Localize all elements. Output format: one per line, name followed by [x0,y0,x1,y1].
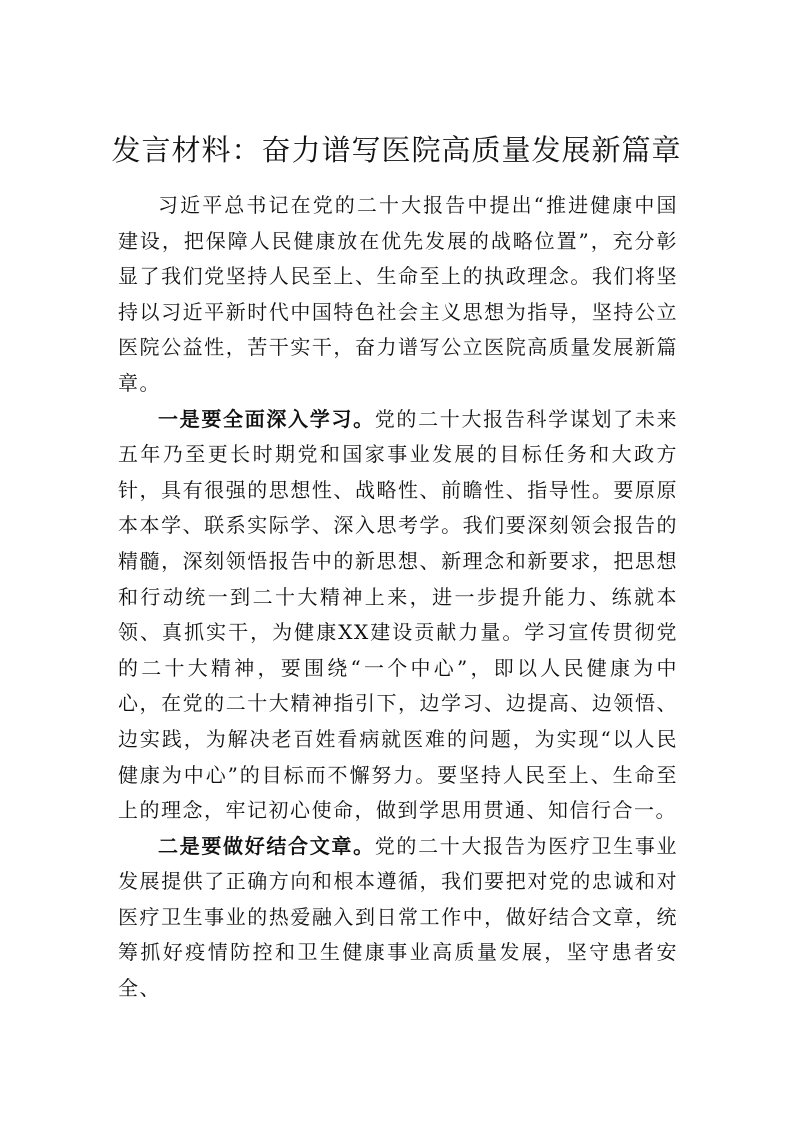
paragraph-point-one-text: 党的二十大报告科学谋划了未来五年乃至更长时期党和国家事业发展的目标任务和大政方针，具有很强的思想性、战略性、前瞻性、指导性。要原原本本学、联系实际学、深入思考学。我们要深刻领会报告的精髓，深刻领悟报告中的新思想、新理念和新要求，把思想和行动统一到二十大精神上来，进一步提升能力、练就本领、真抓实干，为健康XX建设贡献力量。学习宣传贯彻党的二十大精神，要围绕“一个中心”，即以人民健康为中心，在党的二十大精神指引下，边学习、边提高、边领悟、边实践，为解决老百姓看病就医难的问题，为实现“以人民健康为中心”的目标而不懈努力。要坚持人民至上、生命至上的理念，牢记初心使命，做到学思用贯通、知信行合一。 [118,406,679,823]
document-body [118,188,678,1007]
paragraph-intro-text: 习近平总书记在党的二十大报告中提出“推进健康中国建设，把保障人民健康放在优先发展的战略位置”，充分彰显了我们党坚持人民至上、生命至上的执政理念。我们将坚持以习近平新时代中国特色社会主义思想为指导，坚持公立医院公益性，苦干实干，奋力谱写公立医院高质量发展新篇章。 [118,193,678,395]
paragraph-point-two-heading: 二是要做好结合文章。 [158,833,375,858]
document-title: 发言材料：奋力谱写医院高质量发展新篇章 [111,133,682,167]
paragraph-point-two-text: 党的二十大报告为医疗卫生事业发展提供了正确方向和根本遵循，我们要把对党的忠诚和对医疗卫生事业的热爱融入到日常工作中，做好结合文章，统筹抓好疫情防控和卫生健康事业高质量发展，坚守患者安全、 [118,833,679,1001]
paragraph-intro [118,188,678,402]
paragraph-point-one-heading: 一是要全面深入学习。 [158,406,375,431]
paragraph-point-one [118,402,678,829]
paragraph-point-two [118,829,678,1007]
